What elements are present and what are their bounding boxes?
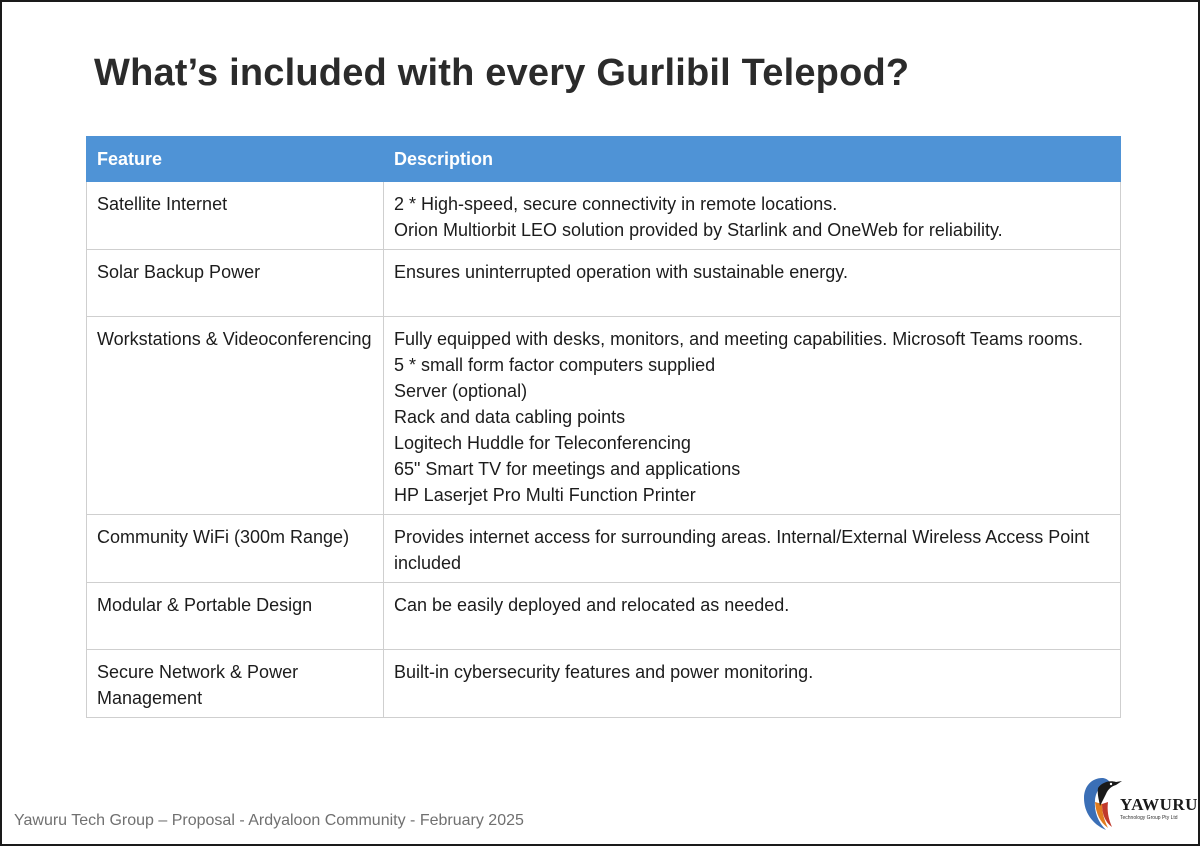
feature-cell: Modular & Portable Design [87, 583, 384, 650]
description-line: included [394, 553, 462, 573]
table-row [87, 317, 1121, 515]
feature-cell: Solar Backup Power [87, 250, 384, 317]
description-line: Server (optional) [394, 381, 528, 401]
logo-wordmark: YAWURU [1120, 795, 1198, 814]
table-row [87, 583, 1121, 650]
description-cell [384, 650, 1121, 718]
company-logo [1080, 772, 1198, 832]
description-cell [384, 515, 1121, 583]
description-line: Provides internet access for surrounding areas. Internal/External Wireless Access Point [394, 527, 1090, 547]
feature-cell: Secure Network & Power Management [87, 650, 384, 718]
logo-tagline: Technology Group Pty Ltd [1120, 815, 1178, 821]
table-row [87, 182, 1121, 250]
description-line: Rack and data cabling points [394, 407, 626, 427]
feature-cell: Community WiFi (300m Range) [87, 515, 384, 583]
description-line: Fully equipped with desks, monitors, and meeting capabilities. Microsoft Teams rooms. [394, 329, 1083, 349]
description-line: 2 * High-speed, secure connectivity in remote locations. [394, 194, 838, 214]
description-line: 5 * small form factor computers supplied [394, 355, 716, 375]
description-line: Logitech Huddle for Teleconferencing [394, 433, 691, 453]
description-line: Built-in cybersecurity features and power monitoring. [394, 662, 814, 682]
description-cell [384, 250, 1121, 317]
description-line: Ensures uninterrupted operation with sustainable energy. [394, 262, 848, 282]
header-description: Description [384, 137, 1121, 182]
table-row [87, 650, 1121, 718]
feature-cell: Workstations & Videoconferencing [87, 317, 384, 515]
features-table [86, 136, 1121, 718]
description-line: Orion Multiorbit LEO solution provided by Starlink and OneWeb for reliability. [394, 220, 1003, 240]
description-line: Can be easily deployed and relocated as needed. [394, 595, 790, 615]
table-header-row [87, 137, 1121, 182]
description-cell [384, 583, 1121, 650]
bird-logo-icon [1080, 772, 1124, 832]
slide-title: What’s included with every Gurlibil Telepod? [94, 52, 910, 94]
description-line: 65" Smart TV for meetings and applications [394, 459, 741, 479]
description-cell [384, 182, 1121, 250]
footer-text: Yawuru Tech Group – Proposal - Ardyaloon Community - February 2025 [14, 812, 524, 829]
table-row [87, 515, 1121, 583]
description-cell [384, 317, 1121, 515]
table-row [87, 250, 1121, 317]
feature-cell: Satellite Internet [87, 182, 384, 250]
header-feature: Feature [87, 137, 384, 182]
description-line: HP Laserjet Pro Multi Function Printer [394, 485, 696, 505]
